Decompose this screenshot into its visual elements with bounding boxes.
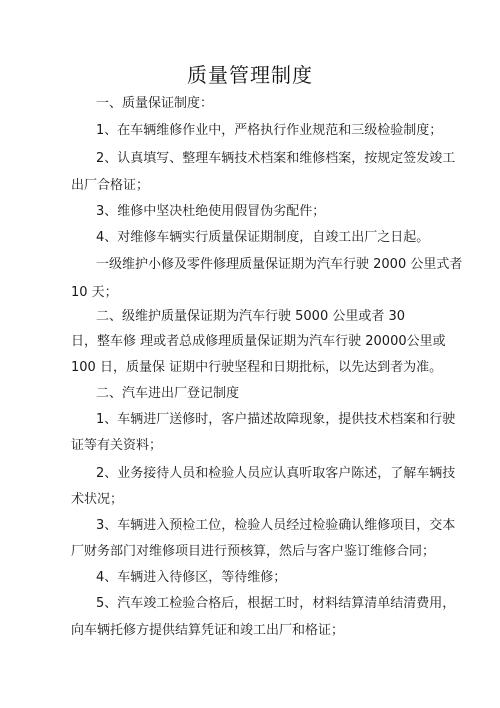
section-heading-vehicle-registration: 二、汽车进出厂登记制度 <box>96 386 240 401</box>
paragraph-line: 4、对维修车辆实行质量保证期制度，自竣工出厂之日起。 <box>96 230 430 245</box>
paragraph-line: 二、级维护质量保证期为汽车行驶 5000 公里或者 30 <box>96 309 406 324</box>
paragraph-line: 厂财务部门对维修项目进行预核算，然后与客户鉴订维修合同； <box>71 544 436 559</box>
paragraph-line: 1、在车辆维修作业中，严格执行作业规范和三级检验制度； <box>96 123 443 138</box>
paragraph-line: 1、车辆进厂送修时，客户描述故障现象，提供技术档案和行驶 <box>96 412 456 427</box>
paragraph-line: 100 日，质量保 证期中行驶坚程和日期批标，以先达到者为准。 <box>71 360 443 375</box>
paragraph-line: 日，整车修 理或者总成修理质量保证期为汽车行驶 20000公里或 <box>71 334 446 349</box>
section-heading-quality-assurance: 一、质量保证制度： <box>96 96 214 111</box>
paragraph-line: 出厂合格证； <box>71 178 150 193</box>
paragraph-line: 2、业务接待人员和检验人员应认真听取客户陈述，了解车辆技 <box>96 466 456 481</box>
paragraph-line: 10 天； <box>71 285 118 300</box>
paragraph-line: 术状况； <box>71 492 124 507</box>
paragraph-line: 4、车辆进入待修区，等待维修； <box>96 570 287 585</box>
paragraph-line: 证等有关资料； <box>71 438 163 453</box>
paragraph-line: 3、车辆进入预检工位，检验人员经过检验确认维修项目，交本 <box>96 518 456 533</box>
paragraph-line: 一级维护小修及零件修理质量保证期为汽车行驶 2000 公里式者 <box>96 257 463 272</box>
paragraph-line: 3、维修中坚决杜绝使用假冒伪劣配件； <box>96 204 326 219</box>
paragraph-line: 5、汽车竣工检验合格后，根据工时，材料结算清单结清费用， <box>96 596 456 611</box>
paragraph-line: 2、认真填写、整理车辆技术档案和维修档案，按规定签发竣工 <box>96 151 456 166</box>
paragraph-line: 向车辆托修方提供结算凭证和竣工出厂和格证； <box>71 623 345 638</box>
page-title: 质量管理制度 <box>187 63 313 87</box>
